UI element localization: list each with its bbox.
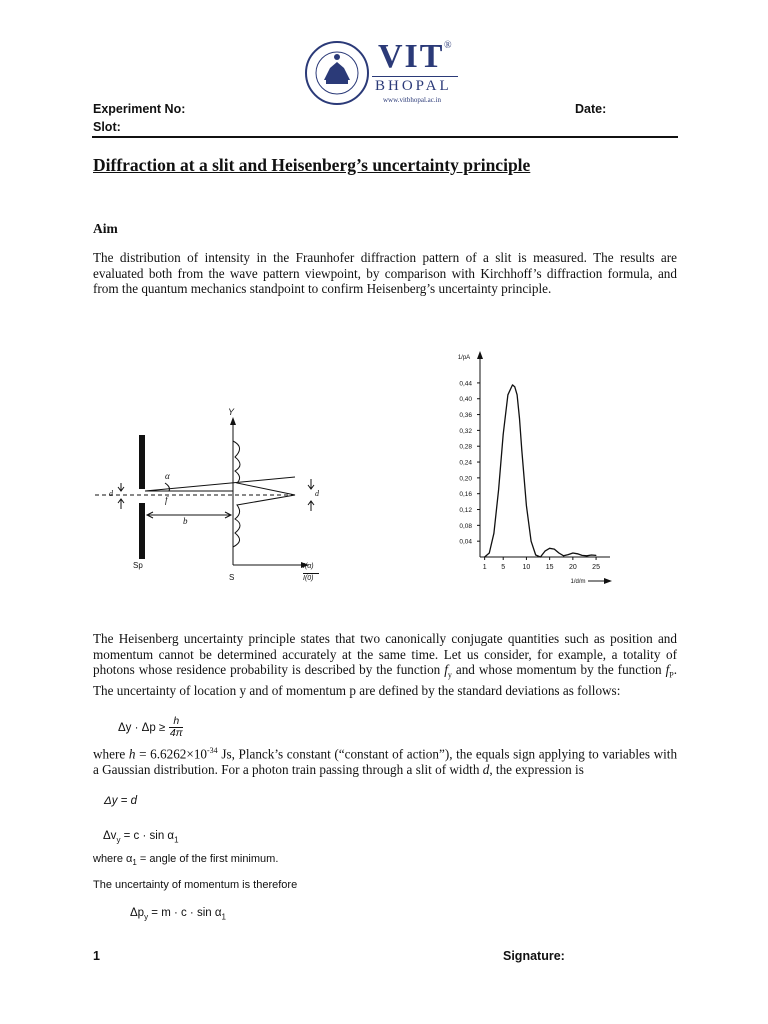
chart-y-tick-label: 0,20 [459,475,472,483]
chart-point [582,555,583,556]
diagram-ratio-den: I(0) [303,575,314,582]
chart-point [512,384,513,385]
chart-point [484,557,485,558]
first-minimum-note: where $\alpha_1$ = angle of the first minimum. [93,853,279,868]
header-rule [92,136,678,138]
vit-logo-url: www.vitbhopal.ac.in [383,96,442,104]
logo-divider [372,76,458,77]
chart-x-tick-label: 10 [522,564,531,571]
chart-point [526,505,527,506]
chart-point [577,553,578,554]
slot-label: Slot: [93,120,121,134]
diagram-y-label: Y [228,407,235,417]
chart-point [559,553,560,554]
aim-heading: Aim [93,221,118,236]
uncertainty-paragraph: The Heisenberg uncertainty principle states that two canonically conjugate quantities such as position and momentum cannot be determined accurately at the same time. Let us consider, for example, a totality of photons whose residence probability is described by the function $f_y$ and whose momentum by the function $f_P$. The uncertainty of location y and of momentum p are defined by the standard deviations as follows: [93,631,678,699]
chart-point [498,489,499,490]
chart-point [568,554,569,555]
vit-seal [304,40,370,106]
intensity-pattern [233,441,295,547]
diagram-d-label: d [109,489,113,498]
diagram-s-label: S [229,573,235,582]
vit-logo-subtitle: BHOPAL [375,78,452,94]
chart-point [596,555,597,556]
chart-point [572,553,573,554]
chart-x-tick-label: 20 [568,564,577,571]
chart-point [591,555,592,556]
chart-y-tick-label: 0,16 [459,491,472,499]
position-uncertainty-equation: Δy = d [104,795,137,807]
chart-point [535,555,536,556]
chart-point [489,553,490,554]
chart-x-tick-label: 25 [592,564,600,571]
diagram-alpha-label: α [165,471,170,481]
chart-point [507,394,508,395]
chart-y-tick-label: 0,04 [459,538,472,546]
page-title: Diffraction at a slit and Heisenberg’s uncertainty principle [93,155,531,175]
velocity-uncertainty-equation: $\Delta v_y = c \cdot \sin \alpha_1$ [103,830,179,845]
experiment-label: Experiment No: [93,102,186,116]
momentum-note: The uncertainty of momentum is therefore [93,879,298,891]
diagram-ratio-line [303,573,319,574]
signature-label: Signature: [503,949,565,963]
chart-x-tick-label: 5 [501,564,506,571]
chart-y-tick-label: 0,36 [459,412,472,420]
chart-x-tick-label: 1 [482,564,487,571]
registered-mark: ® [444,40,452,51]
diagram-d-label-right: d [315,489,319,498]
chart-point [517,394,518,395]
chart-point [519,418,520,419]
vit-logo-text: VIT [378,38,445,75]
chart-point [531,541,532,542]
chart-y-tick-label: 0,44 [459,380,472,388]
chart-point [549,548,550,549]
chart-point [563,555,564,556]
diagram-b-label: b [183,516,188,526]
intensity-chart [438,345,618,590]
chart-y-tick-label: 0,24 [459,459,472,467]
chart-y-tick-label: 0,40 [459,396,472,404]
chart-point [494,533,495,534]
date-label: Date: [575,102,607,116]
slit-screen-lower [139,503,145,559]
chart-point [503,434,504,435]
chart-point [540,557,541,558]
chart-point [514,386,515,387]
chart-y-tick-label: 0,32 [459,427,472,435]
chart-point [545,551,546,552]
chart-y-arrow [477,351,483,359]
chart-point [586,555,587,556]
uncertainty-equation: Δy · Δp ≥ h 4π [118,715,183,739]
chart-y-tick-label: 0,28 [459,443,472,451]
chart-series-line [485,385,596,557]
chart-point [521,450,522,451]
chart-y-tick-label: 0,12 [459,507,472,515]
aim-text: The distribution of intensity in the Fraunhofer diffraction pattern of a slit is measured. The results are evaluated both from the wave pattern viewpoint, by comparison with Kirchhoff’s diffraction formula, and from the quantum mechanics standpoint to confirm Heisenberg’s uncertainty principle. [93,250,677,297]
chart-x-tick-label: 15 [545,564,554,571]
momentum-uncertainty-equation: $\Delta p_y = m \cdot c \cdot \sin \alpha_1$ [130,907,226,922]
slit-screen-upper [139,435,145,489]
diagram-ratio-num: I(α) [303,563,314,570]
diagram-f-label: f [165,495,168,505]
chart-y-tick-label: 0,08 [459,522,472,530]
slit-diagram [95,405,325,595]
alpha-arc [165,483,170,491]
diagram-sp-label: Sp [133,561,143,570]
page-number: 1 [93,949,100,963]
chart-x-label: 1/d/m [570,579,586,585]
chart-point [554,549,555,550]
planck-paragraph: where $h = 6.6262\times 10^{-34}$ Js, Planck’s constant (“constant of action”), the equals sign applying to variables with a Gaussian distribution. For a photon train passing through a slit of width d, the expression is [93,746,678,777]
chart-y-label: 1/pA [457,355,471,361]
chart-x-arrow-head [604,578,612,584]
